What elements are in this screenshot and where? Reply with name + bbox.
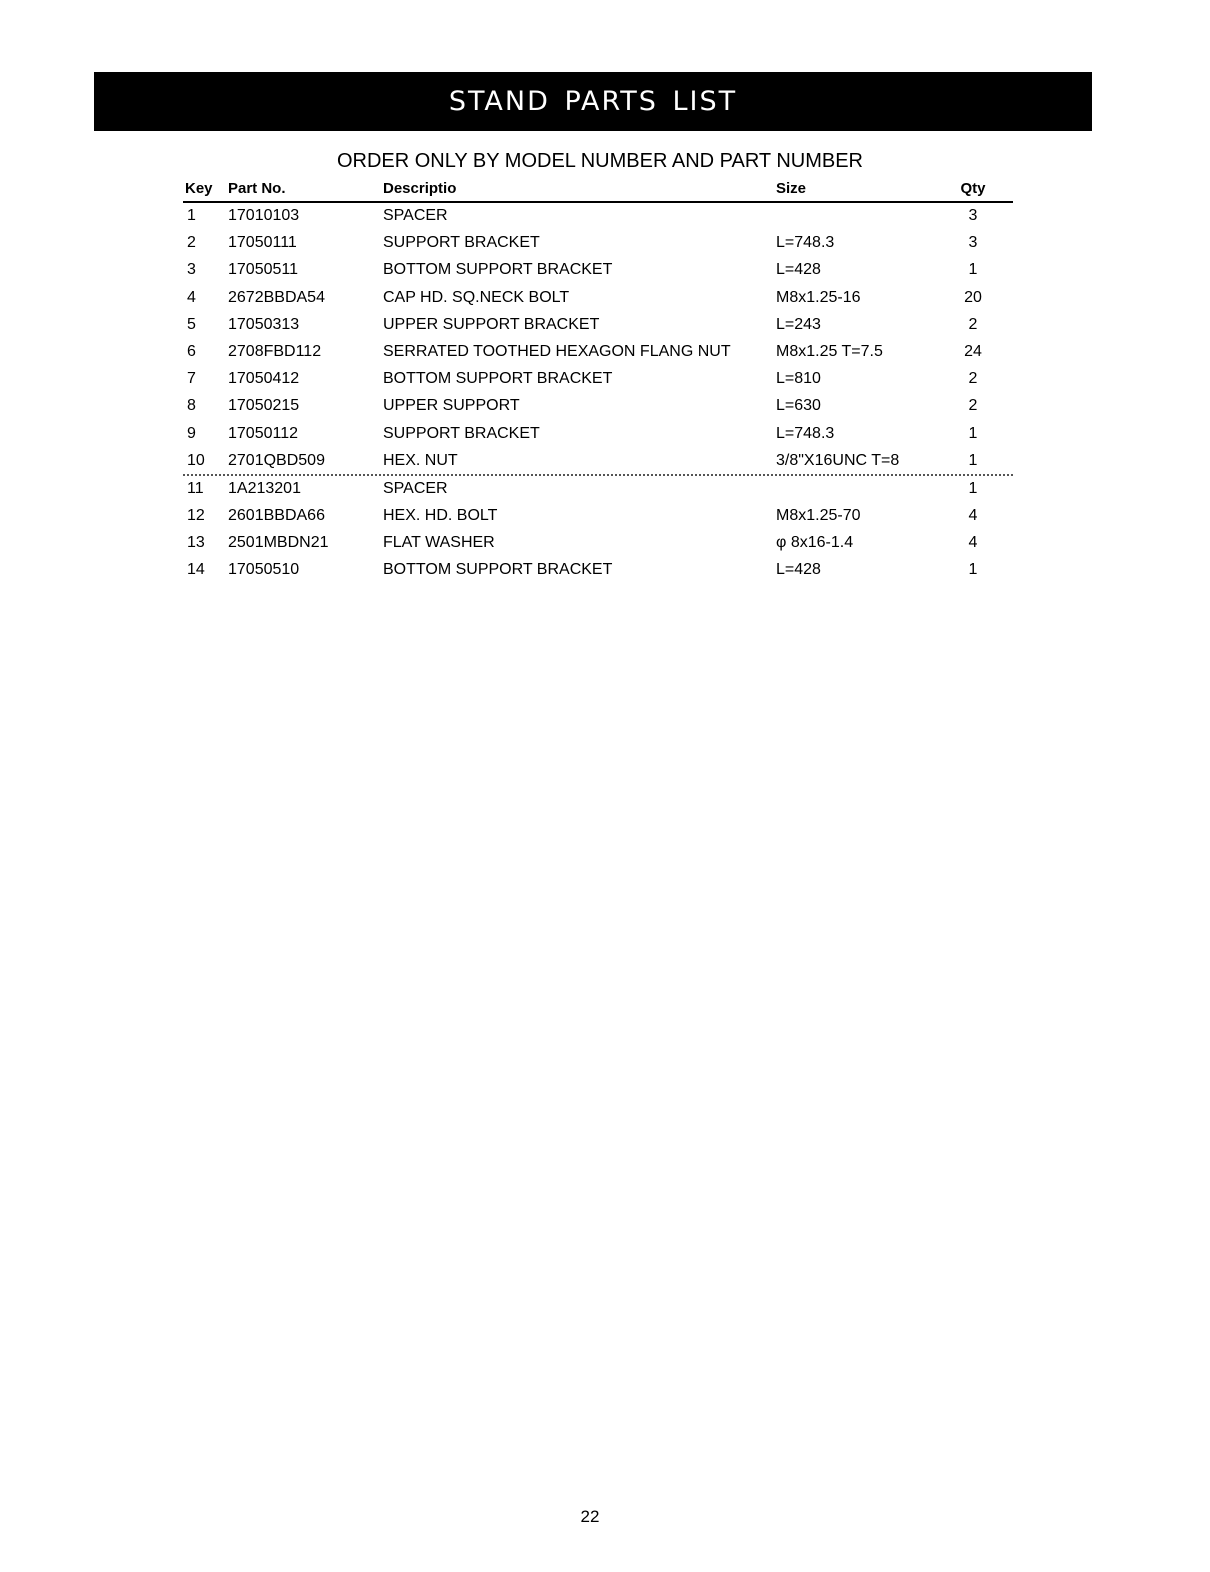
row-key: 6 [187,342,196,360]
row-part-no: 17050111 [228,234,297,252]
row-part-no: 2601BBDA66 [228,506,325,524]
row-size: M8x1.25-16 [776,288,861,306]
row-key: 12 [187,506,205,524]
row-part-no: 1A213201 [228,479,301,497]
parts-table [183,176,1013,584]
row-qty: 2 [968,397,978,415]
row-part-no: 2672BBDA54 [228,288,325,306]
page-number: 22 [580,1507,600,1526]
row-key: 2 [187,234,196,252]
row-part-no: 17050510 [228,561,300,579]
row-qty: 1 [968,261,978,279]
row-qty: 4 [968,534,978,552]
row-size: φ 8x16-1.4 [776,534,854,552]
row-key: 5 [187,315,196,333]
row-description: UPPER SUPPORT BRACKET [383,315,600,333]
row-part-no: 17050215 [228,397,300,415]
header-key: Key [185,180,213,197]
row-size: L=428 [776,561,821,579]
row-qty: 2 [968,370,978,388]
table-row [183,257,1013,284]
row-description: SERRATED TOOTHED HEXAGON FLANG NUT [383,342,731,360]
row-qty: 1 [968,424,978,442]
row-size: L=748.3 [776,234,835,252]
row-description: BOTTOM SUPPORT BRACKET [383,261,613,279]
row-key: 8 [187,397,196,415]
table-row [183,339,1013,366]
table-row [183,393,1013,420]
table-row [183,203,1013,230]
row-part-no: 2701QBD509 [228,451,325,469]
row-qty: 20 [964,288,982,306]
row-part-no: 17050412 [228,370,300,388]
row-description: UPPER SUPPORT [383,397,520,415]
row-part-no: 2501MBDN21 [228,534,329,552]
row-size: M8x1.25 T=7.5 [776,342,883,360]
row-description: SUPPORT BRACKET [383,234,540,252]
table-row [183,557,1013,584]
header-qty: Qty [960,180,986,197]
row-size: 3/8"X16UNC T=8 [776,451,900,469]
page-title: STAND PARTS LIST [94,72,1092,131]
row-description: BOTTOM SUPPORT BRACKET [383,370,613,388]
row-key: 11 [187,479,204,497]
row-size: L=630 [776,397,821,415]
order-instruction: ORDER ONLY BY MODEL NUMBER AND PART NUMBER [336,150,864,172]
row-key: 7 [187,370,196,388]
row-size: L=810 [776,370,821,388]
row-qty: 4 [968,506,978,524]
row-qty: 1 [968,451,978,469]
row-qty: 24 [964,342,982,360]
row-part-no: 17010103 [228,207,300,224]
row-qty: 1 [968,561,978,579]
row-size: M8x1.25-70 [776,506,861,524]
header-part-no: Part No. [228,180,286,197]
row-description: BOTTOM SUPPORT BRACKET [383,561,613,579]
table-row [183,448,1013,476]
table-row [183,503,1013,530]
table-row [183,530,1013,557]
row-key: 14 [187,561,205,579]
row-key: 13 [187,534,205,552]
row-size: L=243 [776,315,821,333]
table-row [183,476,1013,503]
row-description: SPACER [383,479,448,497]
row-key: 4 [187,288,196,306]
table-row [183,421,1013,448]
row-part-no: 2708FBD112 [228,342,322,360]
table-header [183,176,1013,203]
row-qty: 1 [968,479,978,497]
row-part-no: 17050112 [228,424,298,442]
row-key: 10 [187,451,205,469]
row-key: 9 [187,424,196,442]
row-size: L=428 [776,261,821,279]
row-size: L=748.3 [776,424,835,442]
table-row [183,285,1013,312]
row-part-no: 17050511 [228,261,298,279]
row-qty: 2 [968,315,978,333]
header-size: Size [776,180,807,197]
row-description: HEX. NUT [383,451,458,469]
row-key: 1 [187,207,196,224]
row-key: 3 [187,261,196,279]
table-row [183,312,1013,339]
row-part-no: 17050313 [228,315,300,333]
row-description: CAP HD. SQ.NECK BOLT [383,288,570,306]
row-description: FLAT WASHER [383,534,495,552]
row-description: SUPPORT BRACKET [383,424,540,442]
row-description: SPACER [383,207,448,224]
table-row [183,366,1013,393]
row-qty: 3 [968,234,978,252]
row-qty: 3 [968,207,978,224]
table-row [183,230,1013,257]
row-description: HEX. HD. BOLT [383,506,498,524]
header-description: Descriptio [383,180,457,197]
